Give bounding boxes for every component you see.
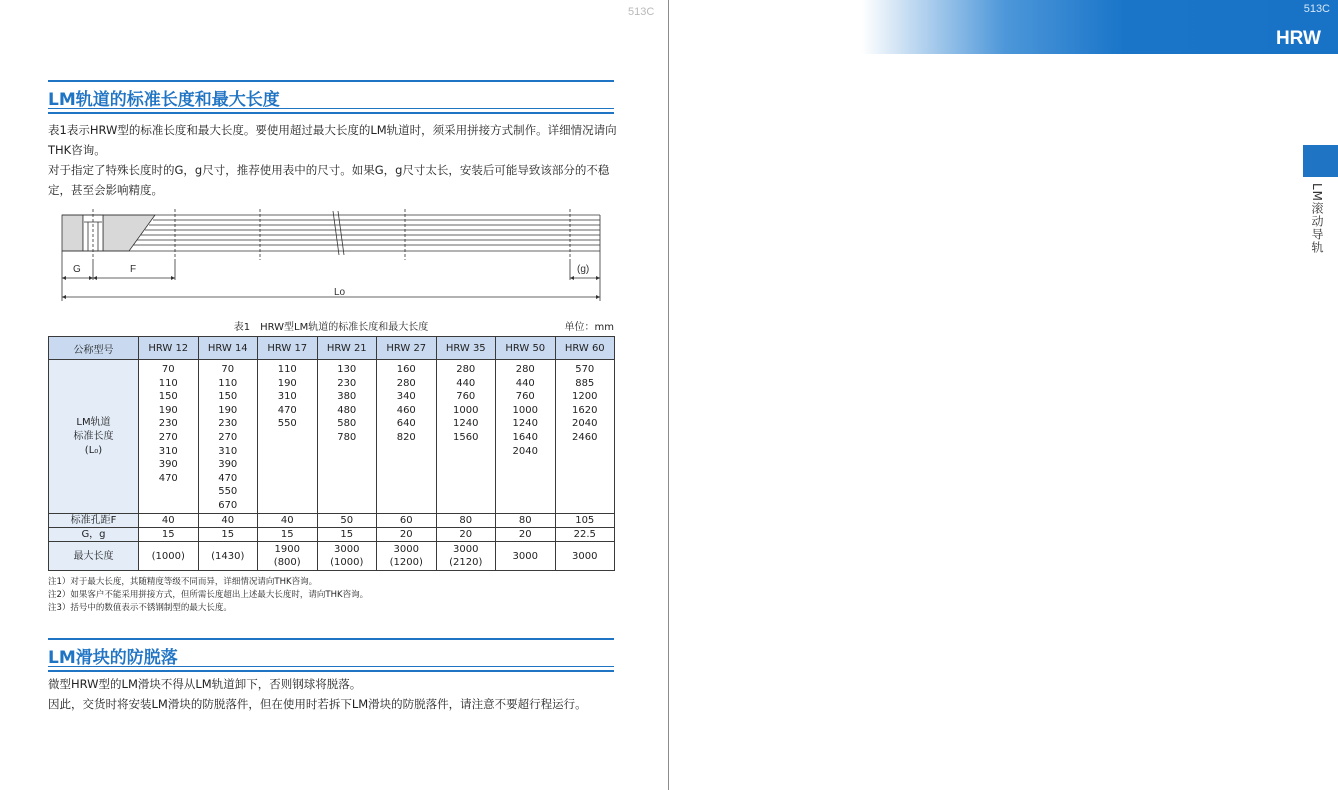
model-header: HRW 35	[436, 337, 496, 360]
pitch-cell: 50	[317, 514, 377, 528]
max-length-label: 最大长度	[49, 542, 139, 571]
cell-value: 760	[456, 391, 476, 403]
cell-value: 3000	[453, 544, 479, 555]
cell-value: 670	[218, 499, 238, 511]
cell-value: 1240	[512, 418, 538, 430]
cell-value: 1240	[453, 418, 479, 430]
cell-value: 580	[337, 418, 357, 430]
pitch-cell: 60	[377, 514, 437, 528]
chapter-label: LM滚动导轨	[1310, 183, 1324, 255]
cell-value: 1620	[572, 404, 598, 416]
cell-value: (2120)	[449, 557, 483, 568]
std-length-cell	[258, 360, 318, 514]
cell-value: 480	[337, 404, 357, 416]
cell-value: 390	[158, 459, 178, 471]
paragraph: 因此，交货时将安装LM滑块的防脱落件，但在使用时若拆下LM滑块的防脱落件，请注意不要超行程运行。	[48, 697, 587, 711]
cell-value: 2040	[572, 418, 598, 430]
cell-value: 380	[337, 391, 357, 403]
cell-value: 150	[218, 391, 238, 403]
cell-value: 820	[396, 431, 416, 443]
cell-value: 390	[218, 459, 238, 471]
cell-value: 70	[221, 364, 235, 375]
std-length-cell	[317, 360, 377, 514]
cell-value: 110	[277, 364, 297, 375]
cell-value: 1000	[453, 404, 479, 416]
model-header: HRW 17	[258, 337, 318, 360]
dim-label-F: F	[130, 264, 137, 275]
cell-value: 640	[396, 418, 416, 430]
pitch-cell: 80	[496, 514, 556, 528]
gg-label: G，g	[49, 528, 139, 542]
model-header: HRW 14	[198, 337, 258, 360]
section-title: LM滑块的防脱落	[48, 648, 178, 668]
std-length-cell	[139, 360, 199, 514]
pitch-row	[49, 514, 615, 528]
cell-value: 440	[515, 377, 535, 389]
cell-value: 1640	[512, 431, 538, 443]
cell-value: 440	[456, 377, 476, 389]
pitch-label: 标准孔距F	[49, 514, 139, 528]
std-length-cell	[436, 360, 496, 514]
cell-value: 2460	[572, 431, 598, 443]
section1-body	[48, 120, 618, 200]
cell-value: 270	[218, 431, 238, 443]
page-number-left: 513C	[628, 6, 655, 18]
std-length-cell	[377, 360, 437, 514]
table-caption: 表1 HRW型LM轨道的标准长度和最大长度	[233, 322, 429, 333]
cell-value: 1200	[572, 391, 598, 403]
model-header: HRW 21	[317, 337, 377, 360]
cell-value: 3000	[512, 550, 538, 562]
cell-value: 70	[161, 364, 175, 375]
max-length-cell	[377, 542, 437, 571]
std-length-cell	[198, 360, 258, 514]
page-gutter	[668, 0, 669, 790]
max-length-cell	[555, 542, 615, 571]
max-length-cell	[258, 542, 318, 571]
model-header: HRW 60	[555, 337, 615, 360]
note: 注2）如果客户不能采用拼接方式，但所需长度超出上述最大长度时，请向THK咨询。	[48, 590, 369, 600]
paragraph: 微型HRW型的LM滑块不得从LM轨道卸下，否则钢球将脱落。	[48, 677, 362, 691]
max-length-cell	[317, 542, 377, 571]
cell-value: 550	[277, 418, 297, 430]
model-header: HRW 27	[377, 337, 437, 360]
cell-value: 460	[396, 404, 416, 416]
section-header-rail-length	[48, 80, 614, 114]
cell-value: 760	[515, 391, 535, 403]
product-title: HRW	[1275, 28, 1321, 49]
cell-value: 470	[158, 472, 178, 484]
pitch-cell: 40	[258, 514, 318, 528]
header-label: 公称型号	[49, 337, 139, 360]
cell-value: 1560	[453, 431, 479, 443]
cell-value: 160	[396, 364, 416, 375]
gg-cell: 20	[496, 528, 556, 542]
pitch-cell: 80	[436, 514, 496, 528]
note: 注3）括号中的数值表示不锈钢制型的最大长度。	[48, 603, 232, 613]
cell-value: 310	[158, 445, 178, 457]
section-header-block-retention	[48, 638, 614, 672]
cell-value: 270	[158, 431, 178, 443]
cell-value: 280	[396, 377, 416, 389]
cell-value: 470	[218, 472, 238, 484]
std-length-cell	[555, 360, 615, 514]
gg-cell: 15	[317, 528, 377, 542]
cell-value: 230	[337, 377, 357, 389]
table-header-row	[49, 337, 615, 360]
table-notes	[48, 576, 618, 615]
chapter-tab	[1303, 145, 1338, 177]
max-length-row	[49, 542, 615, 571]
cell-value: (1430)	[211, 550, 245, 562]
cell-value: 150	[158, 391, 178, 403]
rail-end-cutaway	[103, 215, 155, 251]
gg-cell: 22.5	[555, 528, 615, 542]
cell-value: 310	[218, 445, 238, 457]
cell-value: 470	[277, 404, 297, 416]
cell-value: 130	[337, 364, 357, 375]
max-length-cell	[198, 542, 258, 571]
cell-value: 230	[158, 418, 178, 430]
std-length-label: LM轨道 标准长度 (L₀)	[49, 360, 139, 514]
max-length-cell	[139, 542, 199, 571]
pitch-cell: 40	[198, 514, 258, 528]
cell-value: 110	[218, 377, 238, 389]
pitch-cell: 105	[555, 514, 615, 528]
cell-value: (1200)	[389, 557, 423, 568]
table-unit: 单位：mm	[564, 322, 614, 333]
gg-row	[49, 528, 615, 542]
cell-value: 110	[158, 377, 178, 389]
cell-value: 230	[218, 418, 238, 430]
cell-value: 2040	[512, 445, 538, 457]
cell-value: 1000	[512, 404, 538, 416]
model-header: HRW 12	[139, 337, 199, 360]
cell-value: 340	[396, 391, 416, 403]
gg-cell: 20	[436, 528, 496, 542]
std-length-cell	[496, 360, 556, 514]
rail-end-section	[62, 215, 83, 251]
cell-value: 3000	[572, 550, 598, 562]
dim-label-G: G	[73, 264, 81, 275]
max-length-cell	[496, 542, 556, 571]
cell-value: 3000	[334, 544, 360, 555]
cell-value: 570	[575, 364, 595, 375]
cell-value: (1000)	[151, 550, 185, 562]
cell-value: 190	[277, 377, 297, 389]
cell-value: 550	[218, 486, 238, 498]
cell-value: 780	[337, 431, 357, 443]
paragraph: 对于指定了特殊长度时的G，g尺寸，推荐使用表中的尺寸。如果G，g尺寸太长，安装后可能导致该部分的不稳定，甚至会影响精度。	[48, 163, 610, 197]
pitch-cell: 40	[139, 514, 199, 528]
cell-value: 3000	[393, 544, 419, 555]
dim-label-g: (g)	[577, 264, 590, 275]
model-header: HRW 50	[496, 337, 556, 360]
cell-value: 310	[277, 391, 297, 403]
paragraph: 表1表示HRW型的标准长度和最大长度。要使用超过最大长度的LM轨道时，须采用拼接方式制作。详细情况请向THK咨询。	[48, 123, 617, 157]
cell-value: 280	[456, 364, 476, 375]
cell-value: (1000)	[330, 557, 364, 568]
rail-dimension-figure	[55, 208, 610, 303]
gg-cell: 15	[139, 528, 199, 542]
std-length-row	[49, 360, 615, 514]
cell-value: 1900	[274, 544, 300, 555]
rail-length-table	[48, 336, 615, 571]
cell-value: 885	[575, 377, 595, 389]
section-title: LM轨道的标准长度和最大长度	[48, 90, 280, 110]
cell-value: 190	[158, 404, 178, 416]
header-band	[862, 0, 1338, 54]
page-number-right: 513C	[1303, 3, 1330, 15]
max-length-cell	[436, 542, 496, 571]
cell-value: (800)	[273, 557, 301, 568]
section2-body	[48, 674, 618, 714]
gg-cell: 15	[198, 528, 258, 542]
dim-label-Lo: Lo	[334, 287, 346, 298]
cell-value: 190	[218, 404, 238, 416]
gg-cell: 20	[377, 528, 437, 542]
cell-value: 280	[515, 364, 535, 375]
gg-cell: 15	[258, 528, 318, 542]
note: 注1）对于最大长度，其随精度等级不同而异，详细情况请向THK咨询。	[48, 577, 318, 587]
